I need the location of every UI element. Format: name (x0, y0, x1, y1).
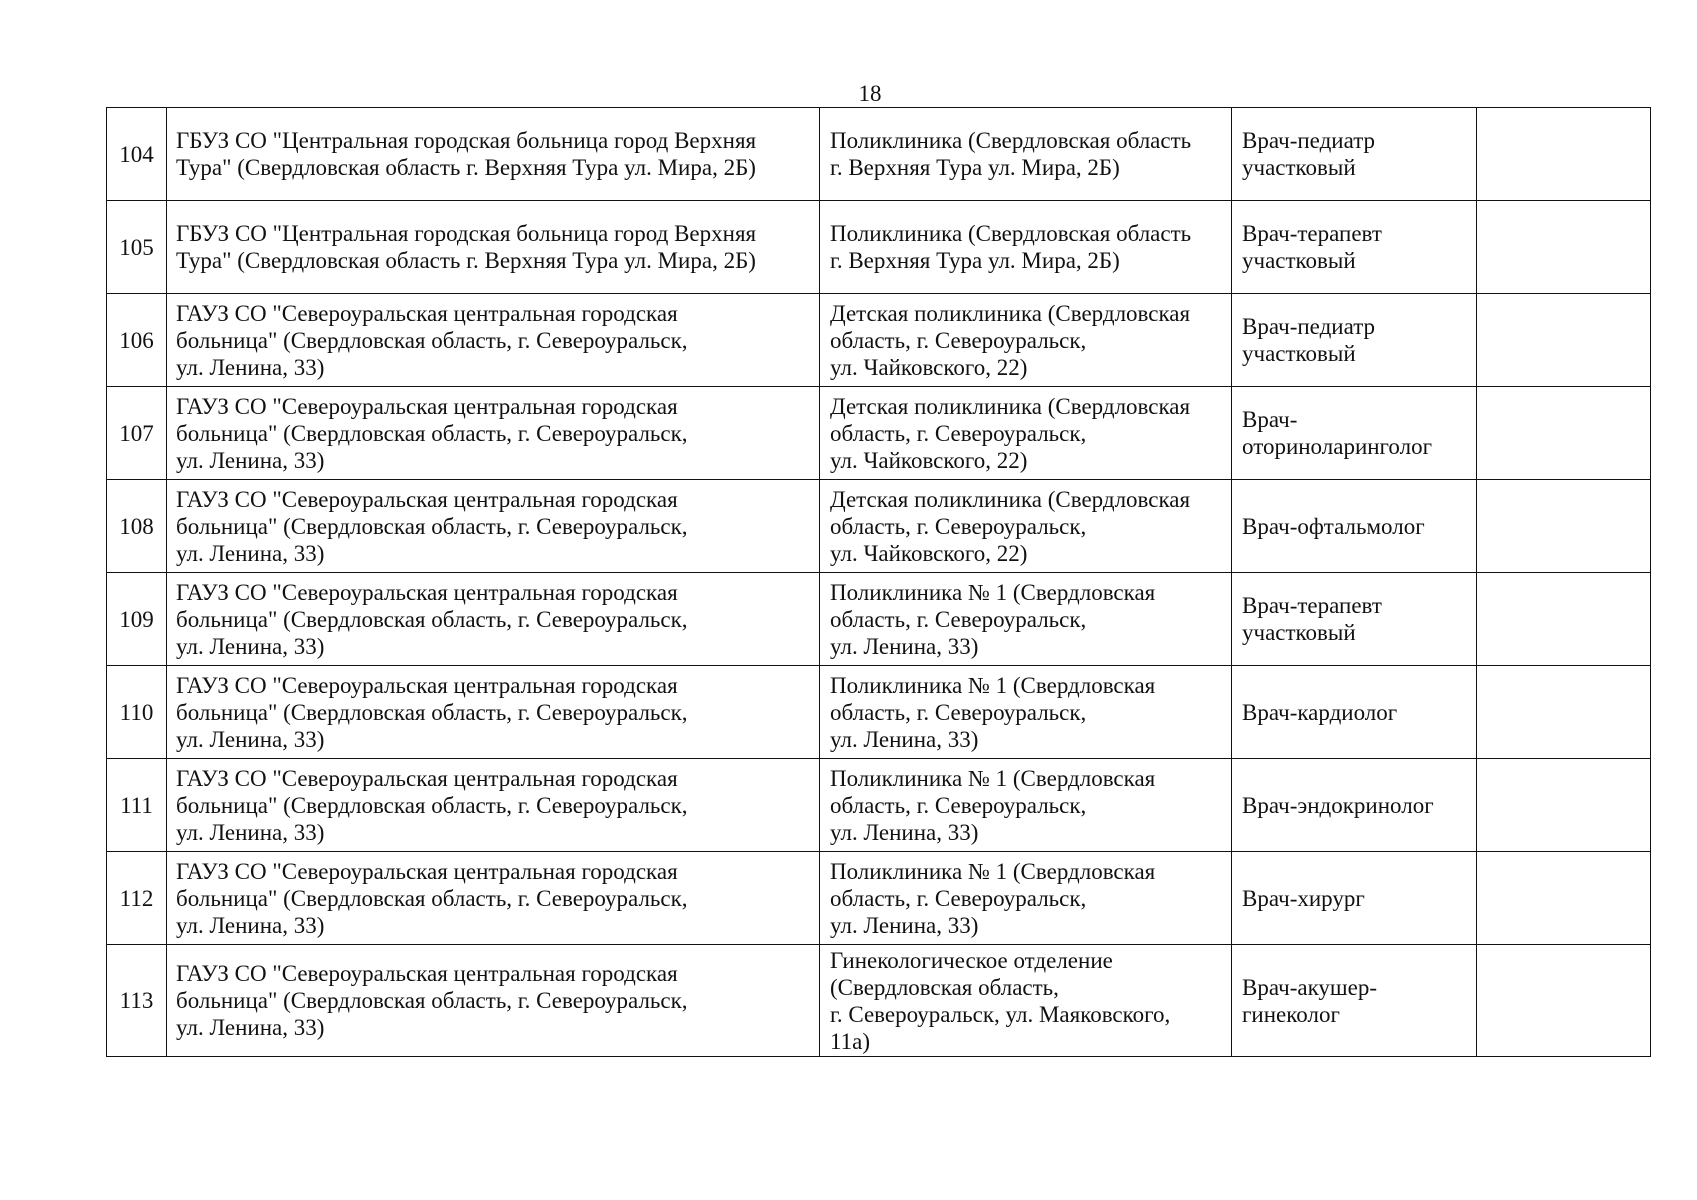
department-line: 11а) (830, 1028, 871, 1054)
position-line: гинеколог (1242, 1001, 1340, 1027)
position-line: Врач-кардиолог (1242, 699, 1398, 725)
row-number: 106 (107, 294, 167, 387)
department-line: Поликлиника (Свердловская область (830, 128, 1192, 153)
organization-line: больница" (Свердловская область, г. Североуральск, (176, 792, 688, 818)
department-line: г. Верхняя Тура ул. Мира, 2Б) (830, 155, 1120, 180)
department-cell (820, 108, 1232, 201)
organization-line: ул. Ленина, 33) (176, 354, 325, 380)
department-line: (Свердловская область, (830, 974, 1059, 1000)
organization-cell (167, 573, 820, 666)
row-number: 110 (107, 666, 167, 759)
department-line: Поликлиника № 1 (Свердловская (830, 858, 1156, 884)
table-row (107, 201, 1651, 294)
position-line: Врач-хирург (1242, 885, 1365, 911)
organization-line: больница" (Свердловская область, г. Североуральск, (176, 327, 688, 353)
position-line: участковый (1242, 155, 1356, 180)
position-line: Врач-педиатр (1242, 128, 1376, 153)
organization-line: больница" (Свердловская область, г. Североуральск, (176, 988, 688, 1013)
position-cell (1232, 294, 1477, 387)
table-row (107, 294, 1651, 387)
department-line: область, г. Североуральск, (830, 699, 1087, 725)
department-line: Детская поликлиника (Свердловская (830, 393, 1191, 419)
organization-line: больница" (Свердловская область, г. Североуральск, (176, 513, 688, 539)
row-number: 113 (107, 945, 167, 1057)
organization-line: ГАУЗ СО "Североуральская центральная городская (176, 672, 678, 698)
position-line: Врач-терапевт (1242, 221, 1382, 246)
department-line: Детская поликлиника (Свердловская (830, 486, 1191, 512)
organization-line: больница" (Свердловская область, г. Североуральск, (176, 606, 688, 632)
position-line: участковый (1242, 620, 1356, 645)
organization-line: ул. Ленина, 33) (176, 447, 325, 473)
organization-line: больница" (Свердловская область, г. Североуральск, (176, 885, 688, 911)
department-line: Детская поликлиника (Свердловская (830, 300, 1191, 326)
organization-line: ГАУЗ СО "Североуральская центральная городская (176, 765, 678, 791)
department-line: ул. Ленина, 33) (830, 633, 979, 659)
position-cell (1232, 201, 1477, 294)
organization-line: ул. Ленина, 33) (176, 633, 325, 659)
row-number: 104 (107, 108, 167, 201)
department-cell (820, 201, 1232, 294)
department-cell (820, 387, 1232, 480)
position-cell (1232, 759, 1477, 852)
row-number: 111 (107, 759, 167, 852)
table-row (107, 480, 1651, 573)
organization-line: больница" (Свердловская область, г. Североуральск, (176, 420, 688, 446)
position-line: оториноларинголог (1242, 434, 1433, 459)
organization-line: ул. Ленина, 33) (176, 540, 325, 566)
department-cell (820, 759, 1232, 852)
department-line: Поликлиника № 1 (Свердловская (830, 672, 1156, 698)
department-line: ул. Чайковского, 22) (830, 354, 1028, 380)
notes-cell (1477, 573, 1651, 666)
row-number: 107 (107, 387, 167, 480)
department-cell (820, 480, 1232, 573)
table-body (107, 108, 1651, 1057)
row-number: 109 (107, 573, 167, 666)
department-line: область, г. Североуральск, (830, 606, 1087, 632)
organization-line: Тура" (Свердловская область г. Верхняя Тура ул. Мира, 2Б) (176, 248, 756, 273)
organization-cell (167, 945, 820, 1057)
department-cell (820, 945, 1232, 1057)
organization-cell (167, 666, 820, 759)
department-cell (820, 294, 1232, 387)
department-line: Поликлиника (Свердловская область (830, 221, 1192, 246)
row-number: 112 (107, 852, 167, 945)
position-line: участковый (1242, 341, 1356, 366)
notes-cell (1477, 387, 1651, 480)
notes-cell (1477, 480, 1651, 573)
position-cell (1232, 573, 1477, 666)
position-cell (1232, 387, 1477, 480)
department-line: ул. Ленина, 33) (830, 819, 979, 845)
notes-cell (1477, 201, 1651, 294)
position-cell (1232, 945, 1477, 1057)
department-line: область, г. Североуральск, (830, 513, 1087, 539)
department-cell (820, 666, 1232, 759)
row-number: 105 (107, 201, 167, 294)
position-cell (1232, 666, 1477, 759)
organization-line: ул. Ленина, 33) (176, 726, 325, 752)
table-row (107, 387, 1651, 480)
organization-cell (167, 294, 820, 387)
department-line: ул. Ленина, 33) (830, 912, 979, 938)
position-line: участковый (1242, 248, 1356, 273)
organization-line: ул. Ленина, 33) (176, 1015, 325, 1040)
position-cell (1232, 852, 1477, 945)
organization-cell (167, 108, 820, 201)
notes-cell (1477, 666, 1651, 759)
table-row (107, 945, 1651, 1057)
department-line: область, г. Североуральск, (830, 792, 1087, 818)
organization-cell (167, 759, 820, 852)
organization-line: ГАУЗ СО "Североуральская центральная городская (176, 393, 678, 419)
position-line: Врач-педиатр (1242, 314, 1376, 339)
organization-line: ГБУЗ СО "Центральная городская больница город Верхняя (176, 128, 757, 153)
organization-line: больница" (Свердловская область, г. Североуральск, (176, 699, 688, 725)
organization-line: ГАУЗ СО "Североуральская центральная городская (176, 961, 678, 986)
department-line: г. Верхняя Тура ул. Мира, 2Б) (830, 248, 1120, 273)
position-line: Врач-акушер- (1242, 974, 1377, 1000)
organization-cell (167, 387, 820, 480)
organization-line: ГБУЗ СО "Центральная городская больница город Верхняя (176, 221, 757, 246)
notes-cell (1477, 945, 1651, 1057)
department-line: область, г. Североуральск, (830, 885, 1087, 911)
organization-cell (167, 852, 820, 945)
organization-cell (167, 201, 820, 294)
vacancy-table (106, 107, 1651, 1057)
organization-line: ГАУЗ СО "Североуральская центральная городская (176, 300, 678, 326)
notes-cell (1477, 759, 1651, 852)
organization-line: ГАУЗ СО "Североуральская центральная городская (176, 858, 678, 884)
notes-cell (1477, 294, 1651, 387)
department-line: Поликлиника № 1 (Свердловская (830, 579, 1156, 605)
position-line: Врач- (1242, 407, 1298, 432)
department-line: ул. Чайковского, 22) (830, 540, 1028, 566)
notes-cell (1477, 108, 1651, 201)
department-line: Гинекологическое отделение (830, 947, 1113, 973)
department-line: ул. Ленина, 33) (830, 726, 979, 752)
organization-line: ул. Ленина, 33) (176, 912, 325, 938)
position-cell (1232, 108, 1477, 201)
department-line: Поликлиника № 1 (Свердловская (830, 765, 1156, 791)
position-cell (1232, 480, 1477, 573)
department-line: ул. Чайковского, 22) (830, 447, 1028, 473)
page-number: 18 (858, 81, 882, 106)
organization-line: ГАУЗ СО "Североуральская центральная городская (176, 486, 678, 512)
organization-line: ГАУЗ СО "Североуральская центральная городская (176, 579, 678, 605)
organization-line: ул. Ленина, 33) (176, 819, 325, 845)
table-row (107, 759, 1651, 852)
organization-cell (167, 480, 820, 573)
table-row (107, 108, 1651, 201)
organization-line: Тура" (Свердловская область г. Верхняя Тура ул. Мира, 2Б) (176, 155, 756, 180)
notes-cell (1477, 852, 1651, 945)
table-row (107, 852, 1651, 945)
department-cell (820, 573, 1232, 666)
department-cell (820, 852, 1232, 945)
row-number: 108 (107, 480, 167, 573)
table-row (107, 573, 1651, 666)
department-line: область, г. Североуральск, (830, 420, 1087, 446)
table-row (107, 666, 1651, 759)
position-line: Врач-терапевт (1242, 593, 1382, 618)
position-line: Врач-эндокринолог (1242, 792, 1434, 818)
department-line: г. Североуральск, ул. Маяковского, (830, 1001, 1171, 1027)
department-line: область, г. Североуральск, (830, 327, 1087, 353)
position-line: Врач-офтальмолог (1242, 513, 1425, 539)
